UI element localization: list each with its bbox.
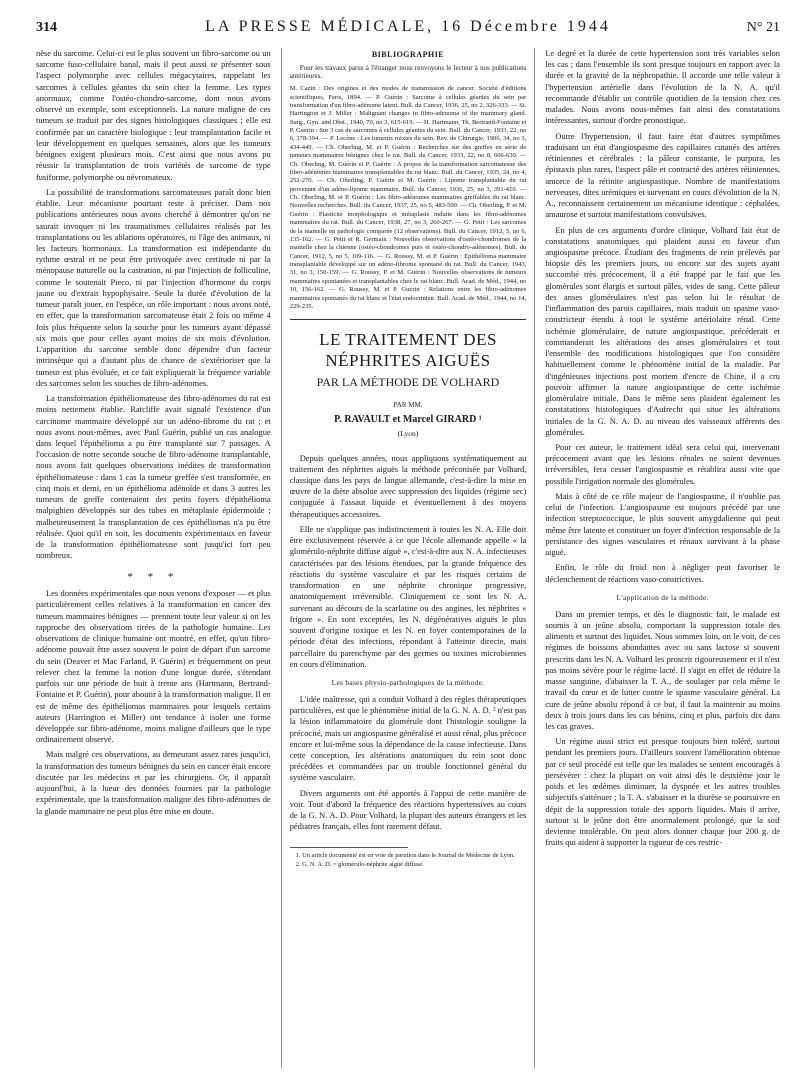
paragraph: Divers arguments ont été apportés à l'appui de cette manière de voir. Tout d'abord la fréquence des réactions hypertensives au cours de la G. N. A. D. Pour Volhard, la plupart des auteurs étrangers et les pédiatres français, elles font rarement défaut. — [289, 787, 527, 832]
divider — [290, 319, 527, 320]
paragraph: nèse du sarcome. Celui-ci est le plus souvent un fibro-sarcome ou un sarcome fuso-cellulaire banal, mais il peut aussi se présenter sous l'aspect polymorphe avec cellules mégacytaires, rappelant les sarcomes à cellules géantes du sein chez la femme. Les types anormaux, comme l'ostéo-chondro-sarcome, dont nous avons observé un exemple, sont exceptionnels. La nature maligne de ces tumeurs se traduit par des signes histologiques classiques ; elle est confirmée par un caractère biologique : leur transplantation facile et leur développement en quelques semaines, alors que les tumeurs bénignes exigent plusieurs mois. C'est ainsi que nous avons pu réussir la transplantation de trois variétés de sarcome de type fusiforme, polymorphe ou névromateux. — [36, 48, 271, 182]
bibliography-heading: BIBLIOGRAPHIE — [371, 50, 445, 59]
page-header — [36, 18, 780, 40]
section-separator: * * * — [127, 570, 180, 583]
footnote: 1. Un article documenté est en voie de parution dans le Journal de Médecine de Lyon. — [295, 851, 515, 859]
article-subtitle: PAR LA MÉTHODE DE VOLHARD — [316, 375, 500, 390]
author-prefix: PAR MM. — [393, 400, 423, 409]
column-left — [36, 48, 271, 1068]
paragraph: La transformation épithéliomateuse des fibro-adénomes du rat est moins nettement établie. Ratcliffe avait signalé l'existence d'un carcinome mammaire développé sur un adéno-fibrome du rat ; et nous avons nous-mêmes, avec Paul Guérin, publié un cas analogue dans lequel l'épithélioma a pu être transplanté sur 7 passages. A l'occasion de notre seconde souche de fibro-adénome transplantable, nous avons fait quelques observations inédites de transformation épithéliomateuse : dans 1 cas la tumeur greffée s'est transformée, en cinq mois et demi, en un épithélioma adénoïde et dans 3 autres les tumeurs de greffe contenaient des petits foyers d'épithélioma malpighien développés sur des tubes en métaplasie épidermoïde ; malheureusement la transplantation de ces épithéliomas n'a pu être réalisée. Quoi qu'il en soit, les documents expérimentaux en faveur de la transformation épithéliomateuse sont jusqu'ici fort peu nombreux. — [36, 393, 271, 561]
section-heading: Les bases physio-pathologiques de la méthode. — [331, 678, 485, 687]
journal-title: LA PRESSE MÉDICALE, 16 Décembre 1944 — [205, 18, 611, 35]
bibliography-note: Pour les travaux parus à l'étranger nous renvoyons le lecteur à nos publications antérieures. — [289, 63, 527, 81]
paragraph: En plus de ces arguments d'ordre clinique, Volhard fait état de constatations anatomiques qui plaident aussi en faveur d'un angiospasme précoce. Étudiant des fragments de rein prélevés par biopsie dès les premiers jours, ou encore sur des sujets ayant succombé très précocement, il a été frappé par le fait que les glomérules sont élargis et surtout pâles, vides de sang. Cette pâleur des anses glomérulaires n'est pas selon lui le résultat de l'inflammation des parois capillaires, mais traduit un spasme vaso-constricteur étendu à tout le système artériolaire rénal. Cette ischémie glomérulaire, de nature angiospastique, précéderait et commanderait les altérations des anses glomérulaires et tout l'ensemble des modifications histologiques que l'on considère habituellement comme le phénomène initial de la maladie. Par d'ingénieuses injections post mortem d'encre de Chine, il a cru pouvoir affirmer la nature angiospastique de cette ischémie glomérulaire initiale. Dans le même sens plaident également les constatations histologiques d'Aufrecht qui situe les altérations initiales de la G. N. A. D. au niveau des vaisseaux afférents des glomérules. — [545, 224, 780, 437]
paragraph: Elle ne s'applique pas indistinctement à toutes les N. A. Elle doit être exclusivement réservée à ce que l'école allemande appelle « la glomérulo-néphrite diffuse aiguë », c'est-à-dire aux N. A. infectieuses caractérisées par des lésions étendues, par la grande fréquence des réactions du système vasculaire et par les risques certains de transformation en une néphrite chronique progressive, anatomiquement irréversible. Cliniquement ce sont les N. A. survenant au décours de la scarlatine ou des angines, les néphrites « frigore ». En sont exceptées, les N. dégénératives aiguës le plus souvent d'origine toxique et les N. en foyer contemporaines de la période d'état des infections, répondant à l'atteinte directe, mais parcellaire du parenchyme par des germes ou toxines microbiennes en cours d'élimination. — [289, 523, 527, 669]
article-title: LE TRAITEMENT DES NÉPHRITES AIGUËS — [319, 330, 497, 370]
paragraph: Pour cet auteur, le traitement idéal sera celui qui, intervenant précocement avant que les lésions rénales ne soient devenues irréversibles, fera cesser l'angiospasme et rétablira aussi vite que possible l'irrigation normale des glomérules. — [545, 441, 780, 486]
paragraph: Mais à côté de ce rôle majeur de l'angiospasme, il n'oublie pas celui de l'infection. L'angiospasme est toujours précédé par une infection streptococcique, le plus souvent amygdalienne qui peut même être latente et constituer un foyer d'infection responsable de la persistance des signes vasculaires et rénaux survivant à la phase aiguë. — [545, 490, 780, 558]
paragraph: La possibilité de transformations sarcomateuses paraît donc bien établie. Leur mécanisme pourtant reste à préciser. Dans nos publications antérieures nous avons cherché à démontrer qu'on ne saurait invoquer ni les traumatismes cellulaires réalisés par les transplantations ou les ablations opératoires, ni l'âge des animaux, ni les facteurs hormonaux. La transformation est indépendante du rythme œstral et ne peut être provoquée avec certitude ni par la ménopause naturelle ou la castration, ni par l'injection de folliculine, comme le soutenait Pieco, ni par l'injection d'hormone du corps jaune ou d'extrait hypophysaire. Seule la durée d'évolution de la tumeur paraît jouer, en l'espèce, un rôle important : nous avons noté, en effet, que la transformation sarcomateuse était 2 fois ou même 4 fois plus fréquente selon la souche pour les tumeurs ayant dépassé six mois que pour celles ayant moins de six mois d'évolution. L'apparition du sarcome semble donc dépendre d'un facteur intrinsèque qui a d'autant plus de chance de s'extérioriser que la tumeur est plus évoluée, et ce fait expliquerait la fréquence variable des sarcomes selon les souches de fibro-adénomes. — [36, 186, 271, 388]
paragraph: Mais malgré ces observations, au demeurant assez rares jusqu'ici, la transformation des tumeurs bénignes du sein en cancer était encore discutée par les médecins et par les chirurgiens. Or, il apparaît aujourd'hui, à la lueur des données fournies par la pathologie expérimentale, que la transformation maligne des fibro-adénomes de la glande mammaire ne peut plus être mise en doute. — [36, 749, 271, 816]
paragraph: Depuis quelques années, nous appliquons systématiquement au traitement des néphrites aiguës la méthode préconisée par Volhard, classique dans les pays de langue allemande, c'est-à-dire la mise en œuvre de la diète absolue avec suppression des liquides (régime sec) conjuguée à l'assaut liquide et éventuellement à des moyens thérapeutiques accessoires. — [289, 452, 527, 519]
paragraph: Un régime aussi strict est presque toujours bien toléré, surtout pendant les premiers jours. D'ailleurs souvent l'amélioration obtenue par ce seul procédé est telle que les malades se sentent encouragés à persévérer : chez la plupart on voit ainsi dès le deuxième jour le poids et les œdèmes diminuer, la dyspnée et les autres troubles subjectifs s'atténuer ; la T. A. s'abaisser et la diurèse se poursuivre en dépit de la suppression totale des apports liquides. Mais il arrive, surtout si le jeûne doit être anormalement prolongé, que la soif devienne intolérable. On peut alors donner chaque jour 200 g. de fruits qui aident à supporter la rigueur de ces restric- — [545, 736, 780, 848]
column-right — [545, 48, 780, 1068]
section-heading: L'application de la méthode. — [616, 592, 709, 602]
issue-number: N° 21 — [746, 20, 780, 35]
author-city: (Lyon) — [397, 428, 419, 438]
paragraph: Dans un premier temps, et dès le diagnostic fait, le malade est soumis à un jeûne absolu, comportant la suppression totale des aliments et surtout des liquides. Nous sommes loin, on le voit, de ces régimes de boissons abondantes avec ou sans lactose si souvent prescrits dans les N. A. Volhard les proscrit rigoureusement et il n'est pas moins sévère pour le régime lacté. Il s'agit en effet de réduire la masse sanguine, d'abaisser la T. A., de soulager par cela même le travail du cœur et de lutter contre le spasme vasculaire général. La cure de jeûne absolu répond à ce but, il faut la maintenir au moins deux à trois jours dans les cas bénins, cinq et plus, parfois dix dans les cas graves. — [545, 608, 780, 731]
paragraph: L'idée maîtresse, qui a conduit Volhard à des règles thérapeutiques particulières, est que le phénomène initial de la G. N. A. D. ² n'est pas la lésion inflammatoire du glomérule dont l'histologie souligne la précocité, mais un angiospasme généralisé et aussi rénal, plus précoce encore et lui-même sous la dépendance de la cause infectieuse. Dans cette conception, les altérations anatomiques du rein sont donc précédées et commandées par un trouble fonctionnel général du système vasculaire. — [289, 693, 527, 783]
article-authors: P. RAVAULT et Marcel GIRARD ¹ — [334, 414, 482, 426]
paragraph: Enfin, le rôle du froid non à négliger peut favoriser le déclenchement de réactions vaso-constrictives. — [545, 562, 780, 584]
paragraph: Outre l'hypertension, il faut faire état d'autres symptômes traduisant un état d'angiospasme des capillaires cutanés des artères rétiniennes et cérébrales : la pâleur constante, le purpura, les épistaxis plus rares, l'aspect pâle et contracté des artères rétiniennes, amorce de la rétinite angiospastique. Nombre de manifestations nerveuses, dites urémiques et survenant en cours d'évolution de la N. A., reconnaissent certainement un mécanisme identique : céphalées, amaurose et surtout manifestations convulsives. — [545, 130, 780, 220]
column-middle — [281, 48, 536, 1068]
bibliography-list: M. Cazin : Des origines et des modes de transmission de cancer. Société d'éditions scientifiques, Paris, 1894. — P. Guérin : Sarcome à cellules géantes du sein par transformation d'un fibro-adénome latent. Bull. du Cancer, 1936, 25, no 2, 326-333. — St. Harrington et J. Miller : Malignant changes in fibro-adenoma of the mammary gland. Surg., Gyn. and Obst., 1940, 70, no 3, 615-619. — H. Hartmann, Th. Bertrand-Fontaine et P. Guérin : Sur 3 cas de sarcomes à cellules géantes du sein. Bull. du Cancer, 1933, 22, no 6, 378-394. — P. Lecène : Les tumeurs mixtes du sein. Rev. de Chirurgie, 1906, 34, no 3, 434-449. — Ch. Oberling, M. et P. Guérin : Recherches sur des greffes en série de tumeurs mammaires bénignes chez le rat. Bull. du Cancer, 1933, 22, no 8, 606-630. — Ch. Oberling, M. Guérin et P. Guérin : A propos de la transformation sarcomateuse des fibro-adénomes mammaires transplantables du rat blanc. Bull. du Cancer, 1935, 24, no 4, 252-270. — Ch. Oberling, P. Guérin et M. Guérin : Lipome transplantable du rat provenant d'un adéno-lipome mammaire. Bull. du Cancer, 1936, 25, no 3, 391-410. — Ch. Oberling, M. et P. Guérin : Les fibro-adénomes mammaires greffables du rat blanc. Nouvelles recherches. Bull. du Cancer, 1937, 25, no 5, 483-500. — Ch. Oberling, P. et M. Guérin : Plasticité morphologique et métaplasie induite dans les fibro-adénomes mammaires du rat. Bull. du Cancer, 1938, 27, no 3, 260-267. — G. Petit : Les sarcomes de la mamelle en pathologie comparée (12 observations). Bull. du Cancer, 1912, 5, no 6, 135-162. — G. Petit et R. Germain : Nouvelles observations d'ostéo-chondromes de la mamelle chez la chienne (ostéo-chondromes purs et ostéo-chondro-adénomes). Bull. du Cancer, 1912, 5, no 5, 109-116. — G. Roussy, M. et P. Guérin : Epithélioma mammaire transplantable développé sur un adéno-fibrome spontané du rat. Bull. du Cancer, 1943, 31, no 3, 150-159. — G. Roussy, P. et M. Guérin : Nouvelles observations de tumeurs mammaires spontanées et transplantables chez le rat blanc. Bull. Acad. de Méd., 1944, no 10, 156-162. — G. Roussy, M. et P. Guérin : Relations entre les fibro-adénomes mammaires spontanés du rat blanc et l'état endocrinien. Bull. Acad. de Méd., 1944, no 14, 229-235. — [289, 85, 527, 310]
paragraph: Les données expérimentales que nous venons d'exposer — et plus particulièrement celles relatives à la transformation en cancer des tumeurs mammaires bénignes — prennent toute leur valeur si on les rapproche des observations tirées de la pathologie humaine. Les observations de clinique humaine ont montré, en effet, qu'un fibro-adénome pouvait être assez souvent le point de départ d'un sarcome du sein (Deaver et Mac Farland, P. Guérin) et fréquemment on peut relever chez la femme la notion d'une longue durée, s'étendant parfois sur une période de huit à trente ans (Hartmann, Bertrand-Fontaine et P. Guérin), pour aboutir à la transformation maligne. Il en est de même des épithéliomas mammaires pour lesquels certains auteurs (Harrington et Miller) ont tendance à isoler une forme développée sur fibro-adénome, moins maligne d'ailleurs que le type ordinairement observé. — [36, 588, 271, 745]
footnote-divider — [290, 847, 408, 848]
paragraph: Le degré et la durée de cette hypertension sont très variables selon les cas ; dans l'ensemble ils sont presque toujours en rapport avec la durée et la gravité de la néphropathie. Il accorde une telle valeur à l'hypertension artérielle dans l'évolution de la N. A. qu'il recommande d'établir un contrôle quotidien de la tension chez ces malades. Nous avons nous-mêmes fait ainsi des constatations intéressantes, surtout d'ordre pronostique. — [545, 48, 780, 126]
footnote: 2. G. N. A. D. = glomérulo-néphrite aiguë diffuse. — [295, 860, 424, 868]
page-number: 314 — [36, 20, 57, 35]
